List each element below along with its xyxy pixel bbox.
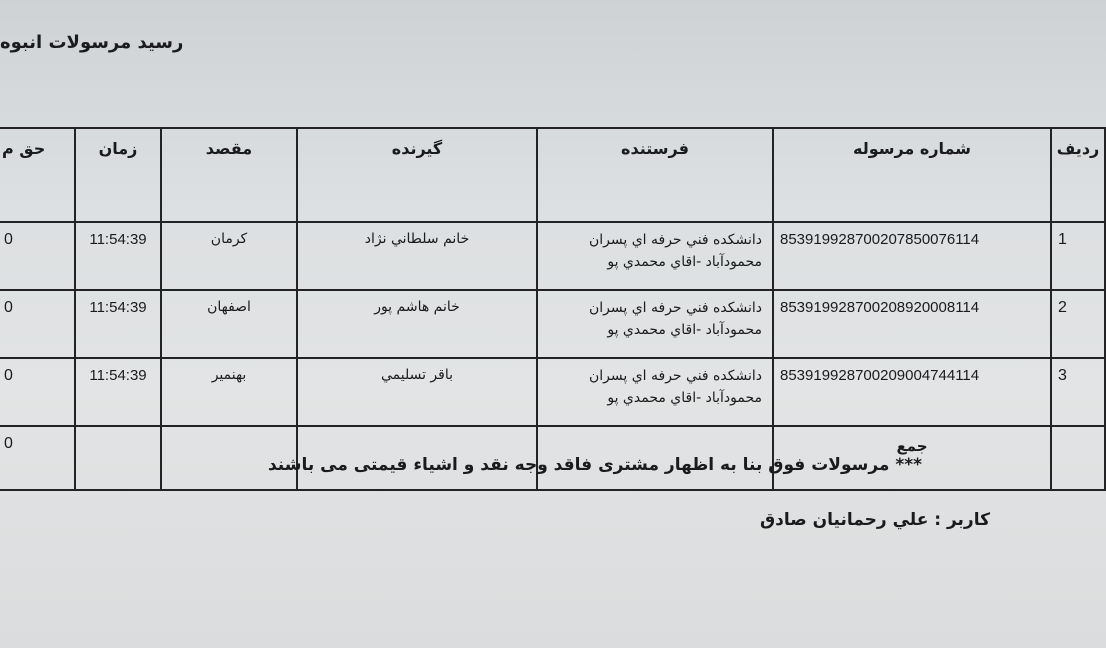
total-empty-cell bbox=[75, 426, 161, 490]
sender: دانشكده فني حرفه اي پسران محمودآباد -اقاي محمدي پو bbox=[537, 358, 773, 426]
time: 11:54:39 bbox=[75, 290, 161, 358]
row-number: 3 bbox=[1051, 358, 1105, 426]
table-row bbox=[0, 222, 1105, 290]
destination: بهنمير bbox=[161, 358, 297, 426]
table-row bbox=[0, 358, 1105, 426]
receipt-table-container bbox=[0, 127, 1100, 455]
disclaimer-note: *** مرسولات فوق بنا به اظهار مشتری فاقد وجه نقد و اشیاء قیمتی می باشند bbox=[267, 455, 923, 475]
receiver: خانم سلطاني نژاد bbox=[297, 222, 537, 290]
destination: كرمان bbox=[161, 222, 297, 290]
header-destination: مقصد bbox=[161, 128, 297, 222]
fee: 0 bbox=[0, 222, 75, 290]
sender: دانشكده فني حرفه اي پسران محمودآباد -اقاي محمدي پو bbox=[537, 222, 773, 290]
total-label: جمع bbox=[773, 426, 1051, 490]
time: 11:54:39 bbox=[75, 222, 161, 290]
time: 11:54:39 bbox=[75, 358, 161, 426]
header-row-number: ردیف bbox=[1051, 128, 1105, 222]
header-tracking-number: شماره مرسوله bbox=[773, 128, 1051, 222]
fee: 0 bbox=[0, 358, 75, 426]
header-fee: حق م bbox=[0, 128, 75, 222]
total-fee: 0 bbox=[0, 426, 75, 490]
total-empty-cell bbox=[1051, 426, 1105, 490]
header-sender: فرستنده bbox=[537, 128, 773, 222]
header-time: زمان bbox=[75, 128, 161, 222]
header-receiver: گیرنده bbox=[297, 128, 537, 222]
table-header-row bbox=[0, 128, 1105, 222]
table-row bbox=[0, 290, 1105, 358]
tracking-number: 853919928700209004744114 bbox=[773, 358, 1051, 426]
row-number: 1 bbox=[1051, 222, 1105, 290]
row-number: 2 bbox=[1051, 290, 1105, 358]
receiver: باقر تسليمي bbox=[297, 358, 537, 426]
receiver: خانم هاشم پور bbox=[297, 290, 537, 358]
destination: اصفهان bbox=[161, 290, 297, 358]
operator-name: كاربر : علي رحمانيان صادق bbox=[759, 510, 990, 530]
fee: 0 bbox=[0, 290, 75, 358]
tracking-number: 8539199287002078500761​14 bbox=[773, 222, 1051, 290]
receipt-table bbox=[0, 127, 1106, 491]
sender: دانشكده فني حرفه اي پسران محمودآباد -اقاي محمدي پو bbox=[537, 290, 773, 358]
tracking-number: 853919928700208920008114 bbox=[773, 290, 1051, 358]
page-title: رسید مرسولات انبوه bbox=[0, 32, 184, 53]
